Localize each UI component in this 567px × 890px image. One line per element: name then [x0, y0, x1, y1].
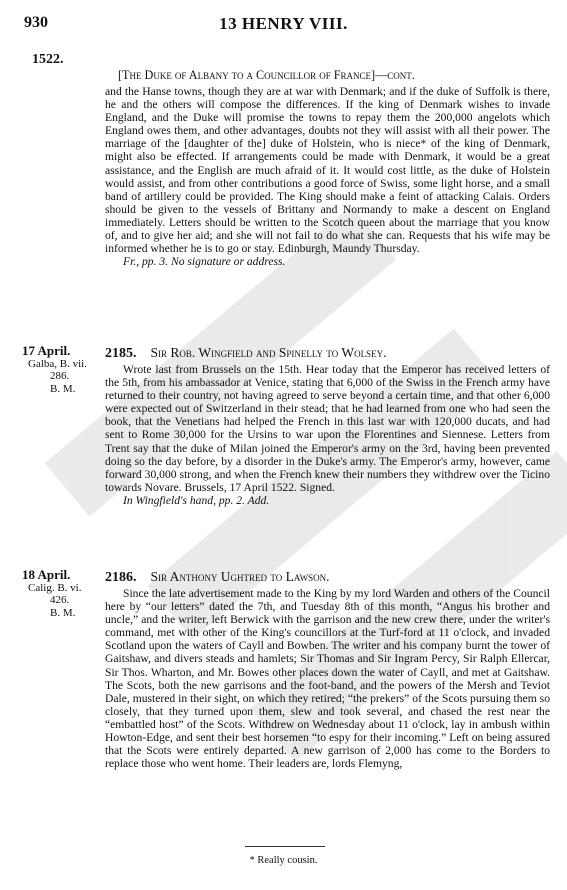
- entry-2185-ref-page: 286.: [50, 370, 70, 383]
- entry-2185-title: Sir Rob. Wingfield and Spinelly to Wolsey.: [150, 345, 387, 360]
- entry-2185-number: 2185.: [105, 346, 137, 361]
- entry-continued-heading: [The Duke of Albany to a Councillor of France]—cont.: [118, 68, 415, 82]
- page-number: 930: [24, 14, 48, 31]
- entry-2186-heading: [105, 569, 330, 586]
- entry-2186-body: Since the late advertisement made to the King by my lord Warden and others of the Council here by “our letters” dated the 7th, and Tuesday 8th of this month, “Angus his brother and uncle,” and the writer, left Berwick with the garrison and the new crew there, under the writer's command, met with other of the King's councillors at the Turf-ford at 11 o'clock, and invaded Scotland upon the waters of Cayll and Bowben. The writer and his company burnt the tower of Gaitshaw, and divers steads and hamlets; Sir Thomas and Sir Ingram Percy, Sir Ralph Ellercar, Sir Thos. Wharton, and Mr. Bowes other places down the water of Cayll, and met at Gaitshaw. The Scots, both the new garrisons and the foot-band, and the powers of the Mersh and Teviot Dale, mustered in their sight, on which they retired; “the prekers” of the Scots pursuing them so closely, that they turned upon them, slew and took several, and chased the rest near the “embattled host” of the Scots. Withdrew on Wednesday about 11 o'clock, lay in ambush within Howton-Edge, and sent their best horsemen “to espy for their incoming.” Left on being assured that the Scots were entirely departed. A new garrison of 2,000 has come to the Borders to replace those who went home. Their leaders are, lords Flemyng,: [105, 587, 550, 771]
- entry-2185-note: In Wingfield's hand, pp. 2. Add.: [123, 493, 270, 507]
- page-header: [0, 14, 567, 34]
- footnote: * Really cousin.: [249, 855, 318, 866]
- entry-2185-heading: [105, 345, 386, 362]
- entry-continued-note: Fr., pp. 3. No signature or address.: [123, 255, 286, 269]
- footnote-rule: [245, 846, 325, 847]
- entry-2186: [105, 587, 550, 770]
- entry-2185-ref: Galba, B. vii.: [28, 357, 87, 370]
- entry-2185-ref-archive: B. M.: [50, 382, 76, 395]
- entry-2185: [105, 363, 550, 507]
- entry-2186-date: 18 April.: [22, 567, 71, 582]
- entry-2186-number: 2186.: [105, 570, 137, 585]
- entry-continued-body: and the Hanse towns, though they are at war with Denmark; and if the duke of Suffolk is there, he and the others will compose the differences. If the king of Denmark wishes to invade England, and the Duke will promise the towns to repay them the 200,000 angelots which England owes them, and other advantages, doubts not they will assist with all their power. The marriage of the [daughter of the] duke of Holstein, who is niece* of the king of Denmark, might also be effected. If arrangements could be made with Denmark, it would be a great assistance, and the English are much afraid of it. It would cost little, as the duke of Holstein would assist, and from other contributions a good force of Swiss, some light horse, and a small band of artillery could be provided. The King should make a feint of attacking Calais. Orders should be given to the vessels of Brittany and Normandy to make a descent on England immediately. Letters should be written to the Scotch queen about the marriage that you know of, and to give her aid; and she will not fail to do what she can. Requests that his wife may be informed whether he is to go or stay. Edinburgh, Maundy Thursday.: [105, 85, 550, 256]
- entry-2185-body: Wrote last from Brussels on the 15th. Hear today that the Emperor has received letters of the 5th, from his ambassador at Venice, stating that 6,000 of the Swiss in the French army have returned to their country, not having agreed to serve beyond a certain time, and that other 6,000 were expected out of Switzerland in their stead; that he had learned from one who had seen the book, that the Venetians had helped the French in this last war with 120,000 ducats, and had sent to Rome 30,000 for the Ursins to war upon the Florentines and Siennese. Letters from Trent say that the duke of Milan joined the Emperor's army on the 3rd, having been prevented doing so the day before, by a disorder in the Duke's army. The Emperor's army, however, came forward 30,000 strong, and when the French knew their numbers they withdrew over the Ticino towards Novare. Brussels, 17 April 1522. Signed.: [105, 363, 550, 494]
- entry-2186-ref-page: 426.: [50, 594, 70, 607]
- entry-2186-ref-archive: B. M.: [50, 606, 76, 619]
- entry-2185-margin: [22, 345, 102, 395]
- entry-continued: [105, 85, 550, 268]
- running-head: 13 HENRY VIII.: [219, 14, 348, 33]
- year-label: 1522.: [32, 52, 64, 67]
- entry-2185-date: 17 April.: [22, 343, 71, 358]
- entry-2186-title: Sir Anthony Ughtred to Lawson.: [150, 569, 330, 584]
- entry-2186-ref: Calig. B. vi.: [28, 581, 82, 594]
- entry-2186-margin: [22, 569, 102, 619]
